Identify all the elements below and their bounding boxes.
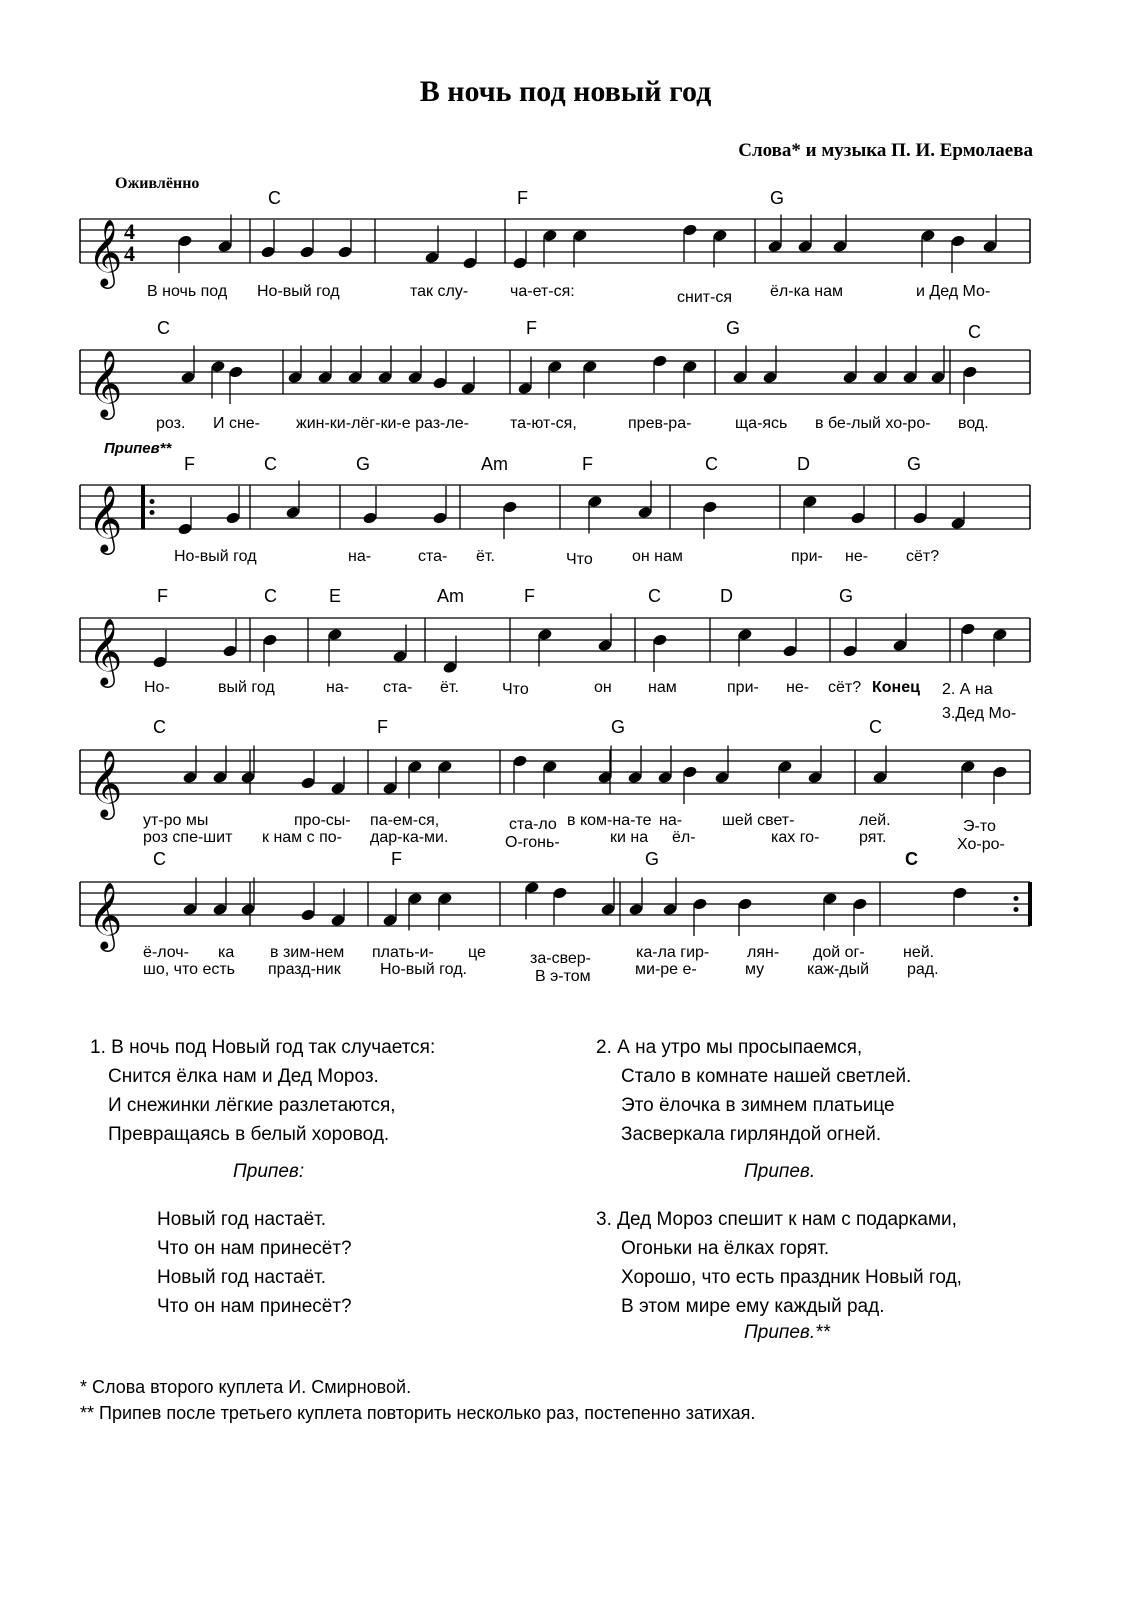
chord-symbol: Am (437, 586, 464, 606)
chord-symbol: C (705, 454, 718, 474)
lyric-syllable: И сне- (213, 415, 261, 432)
lyric-syllable-verse3: каж-дый (807, 961, 870, 978)
lyric-syllable: це (468, 944, 486, 961)
song-title: В ночь под новый год (419, 75, 712, 108)
lyric-syllable-verse3: ми-ре е- (635, 961, 697, 978)
chord-symbol: C (153, 849, 166, 869)
lyric-syllable-verse3: О-гонь- (505, 834, 560, 851)
chord-symbol: F (157, 586, 168, 606)
chord-symbol: F (377, 717, 388, 737)
lyric-syllable-verse3: шо, что есть (143, 961, 236, 978)
chorus-label: Припев. (744, 1161, 816, 1182)
lyric-syllable: 2. А на (942, 681, 993, 698)
lyric-syllable: ёл-ка нам (770, 283, 843, 300)
treble-clef-icon: 𝄞 (88, 617, 123, 685)
chord-symbol: D (797, 454, 810, 474)
chord-symbol: C (264, 586, 277, 606)
lyric-syllable: дой ог- (813, 944, 865, 961)
verse-line: В этом мире ему каждый рад. (621, 1296, 885, 1317)
repeat-dot (150, 499, 155, 504)
lyric-syllable: ней. (903, 944, 935, 961)
lyric-syllable: в зим-нем (270, 944, 345, 961)
tempo-marking: Оживлённо (115, 175, 200, 192)
lyric-syllable: про-сы- (294, 812, 351, 829)
lyric-syllable: на- (348, 548, 372, 565)
verse-line: Превращаясь в белый хоровод. (108, 1124, 390, 1145)
verse-line: Снится ёлка нам и Дед Мороз. (108, 1066, 379, 1087)
chord-symbol: C (268, 188, 281, 208)
lyric-syllable: ка-ла гир- (636, 944, 710, 961)
lyric-syllable: снит-ся (677, 289, 733, 306)
lyric-syllable-verse3: Хо-ро- (957, 836, 1005, 853)
verse-line: И снежинки лёгкие разлетаются, (108, 1095, 396, 1116)
chord-symbol: C (869, 717, 882, 737)
lyric-syllable-verse3: В э-том (535, 968, 591, 985)
lyric-syllable-verse3: ках го- (771, 829, 820, 846)
lyric-syllable: Э-то (963, 818, 996, 835)
lyric-syllable: ча-ет-ся: (510, 283, 575, 300)
lyric-syllable: и Дед Мо- (916, 283, 991, 300)
repeat-dot (1014, 907, 1019, 912)
treble-clef-icon: 𝄞 (88, 749, 123, 817)
lyric-syllable: сёт? (906, 548, 940, 565)
chord-symbol: F (524, 586, 535, 606)
lyric-syllable: Но-вый год (174, 548, 257, 565)
chorus-label: Припев.** (744, 1322, 830, 1343)
verse-line: Стало в комнате нашей светлей. (621, 1066, 912, 1087)
lyric-syllable: па-ем-ся, (370, 812, 440, 829)
chord-symbol: D (720, 586, 733, 606)
chord-symbol: C (264, 454, 277, 474)
lyric-syllable: Что (566, 551, 593, 568)
chorus-line: Новый год настаёт. (157, 1267, 327, 1288)
lyric-syllable: ста- (383, 679, 413, 696)
end-marker: Конец (872, 679, 920, 696)
treble-clef-icon: 𝄞 (88, 349, 123, 417)
lyric-syllable-verse3: рят. (859, 829, 887, 846)
lyric-syllable: Что (502, 681, 529, 698)
lyric-syllable: в бе-лый хо-ро- (815, 415, 931, 432)
chord-symbol: F (582, 454, 593, 474)
chorus-line: Новый год настаёт. (157, 1209, 327, 1230)
lyric-syllable-verse3: му (745, 961, 765, 978)
chord-symbol: G (611, 717, 626, 737)
lyric-syllable: в ком-на-те (567, 812, 652, 829)
lyric-syllable: так слу- (410, 283, 469, 300)
verse-line: Засверкала гирляндой огней. (621, 1124, 882, 1145)
chord-symbol: C (968, 322, 981, 342)
chord-symbol: G (907, 454, 922, 474)
lyric-syllable-verse3: ёл- (672, 829, 696, 846)
chord-symbol: F (391, 849, 402, 869)
chorus-line: Что он нам принесёт? (157, 1238, 352, 1259)
lyric-syllable: плать-и- (372, 944, 434, 961)
chorus-label: Припев: (233, 1161, 305, 1182)
lyric-syllable-verse3: роз спе-шит (143, 829, 233, 846)
lyric-syllable: Но-вый год (257, 283, 340, 300)
treble-clef-icon: 𝄞 (88, 218, 123, 286)
chord-symbol: G (770, 188, 785, 208)
lyric-syllable: 3.Дед Мо- (942, 705, 1017, 722)
lyric-syllable: за-свер- (530, 950, 592, 967)
repeat-dot (150, 510, 155, 515)
footnote: ** Припев после третьего куплета повторить несколько раз, постепенно затихая. (80, 1403, 756, 1423)
lyric-syllable: роз. (156, 415, 186, 432)
verse-1 (90, 1033, 435, 1149)
treble-clef-icon: 𝄞 (88, 484, 123, 552)
chord-symbol: G (356, 454, 371, 474)
chord-symbol: F (526, 318, 537, 338)
lyric-syllable-verse3: к нам с по- (262, 829, 342, 846)
chord-symbol: C (648, 586, 661, 606)
lyric-syllable: при- (791, 548, 823, 565)
lyric-syllable: Но- (144, 679, 170, 696)
lyric-syllable: он (594, 679, 612, 696)
chord-symbol: G (726, 318, 741, 338)
chord-symbol: C (153, 717, 166, 737)
lyric-syllable: ща-ясь (735, 415, 788, 432)
lyric-syllable: сёт? (828, 679, 862, 696)
lyric-syllable: при- (727, 679, 759, 696)
time-signature: 4 (124, 219, 135, 244)
chord-symbol: G (645, 849, 660, 869)
verse-line: 2. А на утро мы просыпаемся, (596, 1037, 863, 1058)
lyric-syllable: прев-ра- (628, 415, 692, 432)
lyric-syllable: ё-лоч- (143, 944, 189, 961)
repeat-dot (1014, 896, 1019, 901)
chord-symbol: G (839, 586, 854, 606)
lyric-syllable: на- (326, 679, 350, 696)
verse-line: 1. В ночь под Новый год так случается: (90, 1037, 436, 1058)
footnote: * Слова второго куплета И. Смирновой. (80, 1377, 412, 1397)
lyric-syllable: ста-ло (509, 816, 557, 833)
lyric-syllable: лян- (747, 944, 780, 961)
verse-2 (596, 1033, 911, 1149)
chord-symbol: F (184, 454, 195, 474)
lyric-syllable: не- (786, 679, 810, 696)
lyric-syllable: шей свет- (722, 812, 795, 829)
chorus (157, 1205, 352, 1321)
lyric-syllable: ста- (418, 548, 448, 565)
lyric-syllable: вый год (218, 679, 275, 696)
chord-symbol: C (905, 849, 918, 869)
lyric-syllable-verse3: празд-ник (268, 961, 341, 978)
chord-symbol: Am (481, 454, 508, 474)
lyric-syllable: жин-ки-лёг-ки-е раз-ле- (296, 415, 469, 432)
time-signature: 4 (124, 241, 135, 266)
lyric-syllable: он нам (632, 548, 683, 565)
verse-line: Хорошо, что есть праздник Новый год, (621, 1267, 962, 1288)
lyric-syllable-verse3: Но-вый год. (380, 961, 467, 978)
lyric-syllable: на- (659, 812, 683, 829)
lyric-syllable: не- (845, 548, 869, 565)
refrain-marker: Припев** (104, 440, 172, 457)
treble-clef-icon: 𝄞 (88, 881, 123, 949)
lyric-syllable: та-ют-ся, (510, 415, 577, 432)
lyric-syllable: ут-ро мы (143, 812, 209, 829)
lyric-syllable: ка (218, 944, 235, 961)
lyric-syllable-verse3: рад. (907, 961, 939, 978)
verse-line: Огоньки на ёлках горят. (621, 1238, 830, 1259)
lyric-syllable-verse3: ки на (610, 829, 649, 846)
lyric-syllable: ёт. (440, 679, 459, 696)
lyric-syllable: вод. (958, 415, 989, 432)
verse-line: Это ёлочка в зимнем платьице (621, 1095, 895, 1116)
lyric-syllable: В ночь под (147, 283, 228, 300)
chorus-line: Что он нам принесёт? (157, 1296, 352, 1317)
lyric-syllable: ёт. (476, 548, 495, 565)
verse-3 (596, 1205, 962, 1321)
author-credit: Слова* и музыка П. И. Ермолаева (738, 140, 1033, 161)
lyric-syllable: лей. (859, 812, 891, 829)
lyric-syllable: нам (648, 679, 677, 696)
chord-symbol: C (157, 318, 170, 338)
chord-symbol: F (517, 188, 528, 208)
verse-line: 3. Дед Мороз спешит к нам с подарками, (596, 1209, 957, 1230)
chord-symbol: E (329, 586, 342, 606)
lyric-syllable-verse3: дар-ка-ми. (370, 829, 449, 846)
